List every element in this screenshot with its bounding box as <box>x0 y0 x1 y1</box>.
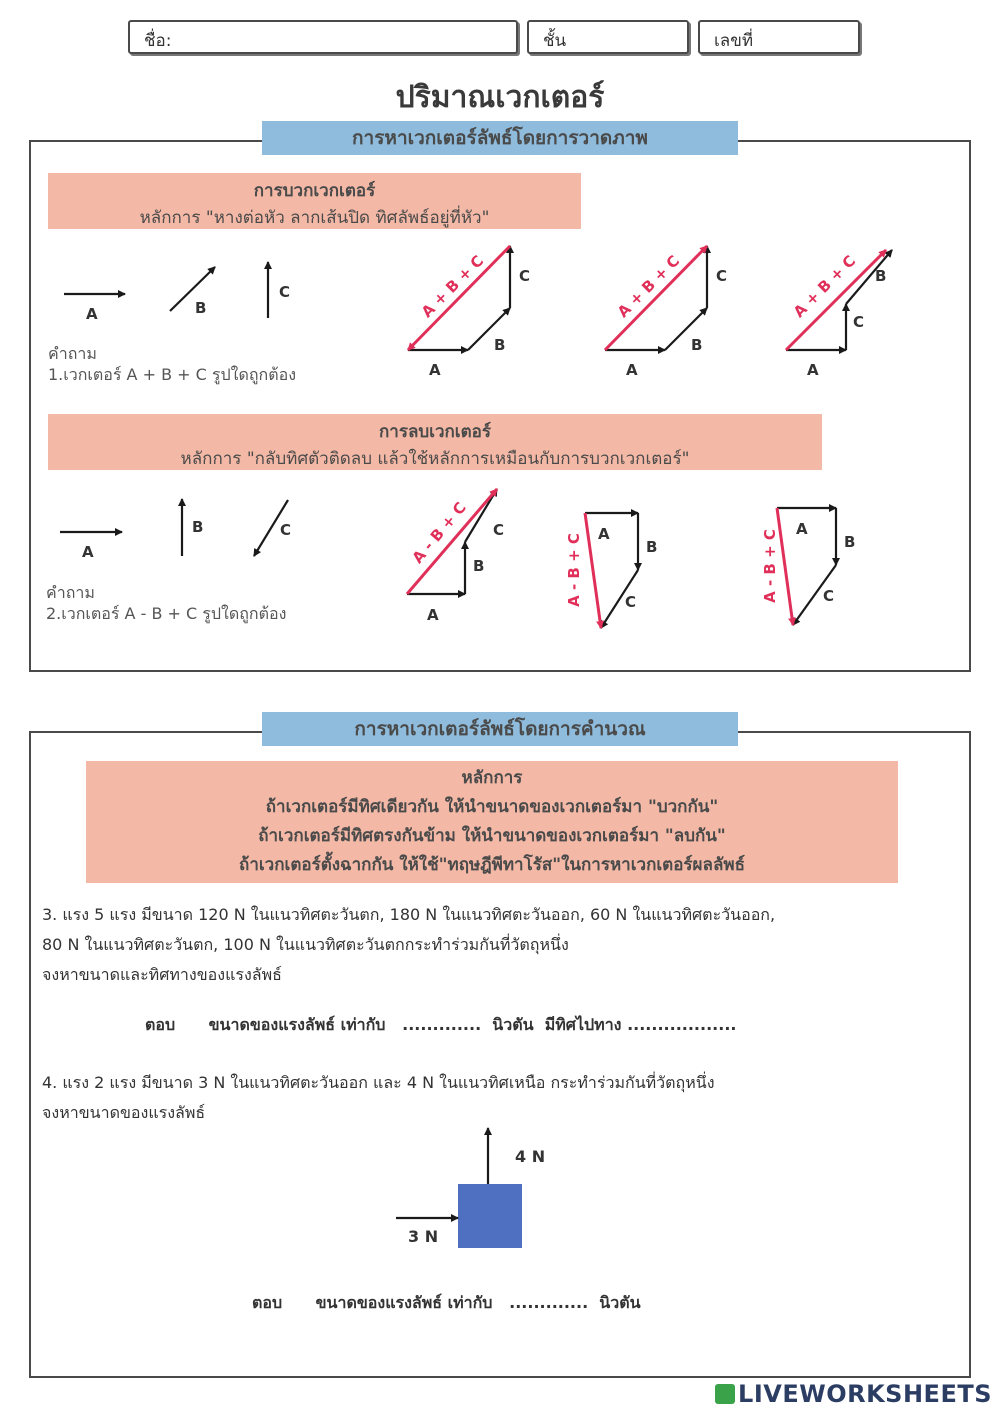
add-label-a: A <box>86 305 98 323</box>
opt1-resultant-label: A + B + C <box>417 251 488 322</box>
calc-principle-3: ถ้าเวกเตอร์ตั้งฉากกัน ให้ใช้"ทฤษฎีพีทาโรัส"ในการหาเวกเตอร์ผลลัพธ์ <box>239 855 745 875</box>
sopt1-resultant-label: A - B + C <box>408 498 470 567</box>
question-2-label: คำถาม <box>46 583 95 602</box>
question-1-label: คำถาม <box>48 344 97 363</box>
brand-icon <box>715 1384 735 1404</box>
sub-label-c: C <box>280 521 292 539</box>
question-3 <box>42 900 972 990</box>
opt1-label-a: A <box>429 361 441 379</box>
calc-principle-heading: หลักการ <box>461 768 523 788</box>
force-north-label: 4 N <box>515 1147 546 1166</box>
sopt1-label-b: B <box>473 557 485 575</box>
calc-principle-1: ถ้าเวกเตอร์มีทิศเดียวกัน ให้นำขนาดของเวกเตอร์มา "บวกกัน" <box>265 797 719 817</box>
number-label: เลขที่ <box>714 31 754 51</box>
question-1-text: 1.เวกเตอร์ A + B + C รูปใดถูกต้อง <box>48 365 297 384</box>
sub-label-b: B <box>192 518 204 536</box>
question-4-line-1: 4. แรง 2 แรง มีขนาด 3 N ในแนวทิศตะวันออก และ 4 N ในแนวทิศเหนือ กระทำร่วมกันที่วัตถุหนึ่ง <box>42 1073 715 1092</box>
liveworksheets-logo <box>715 1380 992 1408</box>
question-4 <box>42 1068 972 1128</box>
addition-heading: การบวกเวกเตอร์ <box>253 181 376 201</box>
force-diagram <box>380 1120 580 1260</box>
opt1-label-b: B <box>494 336 506 354</box>
sopt3-resultant-label: A - B + C <box>761 529 779 603</box>
vector-diagrams <box>0 0 1000 700</box>
addition-principle: หลักการ "หางต่อหัว ลากเส้นปิด ทิศลัพธ์อยู่ที่หัว" <box>139 208 490 228</box>
opt3-resultant-label: A + B + C <box>789 251 860 322</box>
sopt3-label-c: C <box>823 587 835 605</box>
subtraction-principle: หลักการ "กลับทิศตัวติดลบ แล้วใช้หลักการเหมือนกับการบวกเวกเตอร์" <box>180 449 690 469</box>
opt1-label-c: C <box>519 267 531 285</box>
sopt2-label-a: A <box>598 525 610 543</box>
sopt3-label-b: B <box>844 533 856 551</box>
question-3-line-1: 3. แรง 5 แรง มีขนาด 120 N ในแนวทิศตะวันตก, 180 N ในแนวทิศตะวันออก, 60 N ในแนวทิศตะวันออก, <box>42 905 776 924</box>
sub-given-vectors <box>60 499 288 556</box>
class-label: ชั้น <box>543 31 567 51</box>
sopt2-label-c: C <box>625 593 637 611</box>
question-3-line-3: จงหาขนาดและทิศทางของแรงลัพธ์ <box>42 965 282 984</box>
sopt2-label-b: B <box>646 538 658 556</box>
object-box <box>458 1184 522 1248</box>
add-label-b: B <box>195 299 207 317</box>
add-label-c: C <box>279 283 291 301</box>
sub-label-a: A <box>82 543 94 561</box>
add-option-1[interactable] <box>408 246 510 350</box>
opt2-label-b: B <box>691 336 703 354</box>
subtraction-heading: การลบเวกเตอร์ <box>378 422 492 442</box>
sopt2-resultant-label: A - B + C <box>565 533 583 607</box>
sopt1-label-a: A <box>427 606 439 624</box>
opt2-resultant-label: A + B + C <box>613 251 684 322</box>
brand-text: LIVEWORKSHEETS <box>738 1380 992 1408</box>
sopt3-label-a: A <box>796 520 808 538</box>
opt2-label-a: A <box>626 361 638 379</box>
section1-banner: การหาเวกเตอร์ลัพธ์โดยการวาดภาพ <box>262 121 738 155</box>
question-4-answer[interactable]: ตอบ ขนาดของแรงลัพธ์ เท่ากับ ............. นิวตัน <box>252 1293 641 1312</box>
calculation-principle-box <box>86 761 898 883</box>
page-title: ปริมาณเวกเตอร์ <box>395 80 605 115</box>
question-2-text: 2.เวกเตอร์ A - B + C รูปใดถูกต้อง <box>46 604 287 623</box>
question-3-line-2: 80 N ในแนวทิศตะวันตก, 100 N ในแนวทิศตะวันตกกระทำร่วมกันที่วัตถุหนึ่ง <box>42 935 569 954</box>
opt3-label-c: C <box>853 313 865 331</box>
question-3-answer[interactable]: ตอบ ขนาดของแรงลัพธ์ เท่ากับ ............. นิวตัน มีทิศไปทาง .................. <box>145 1015 737 1034</box>
calc-principle-2: ถ้าเวกเตอร์มีทิศตรงกันข้าม ให้นำขนาดของเวกเตอร์มา "ลบกัน" <box>258 826 726 846</box>
name-label: ชื่อ: <box>144 31 172 51</box>
question-4-line-2: จงหาขนาดของแรงลัพธ์ <box>42 1103 206 1122</box>
force-east-label: 3 N <box>408 1227 439 1246</box>
sopt1-label-c: C <box>493 521 505 539</box>
section2-banner: การหาเวกเตอร์ลัพธ์โดยการคำนวณ <box>262 712 738 746</box>
opt2-label-c: C <box>716 267 728 285</box>
add-option-2[interactable] <box>605 246 707 350</box>
opt3-label-b: B <box>875 267 887 285</box>
opt3-label-a: A <box>807 361 819 379</box>
